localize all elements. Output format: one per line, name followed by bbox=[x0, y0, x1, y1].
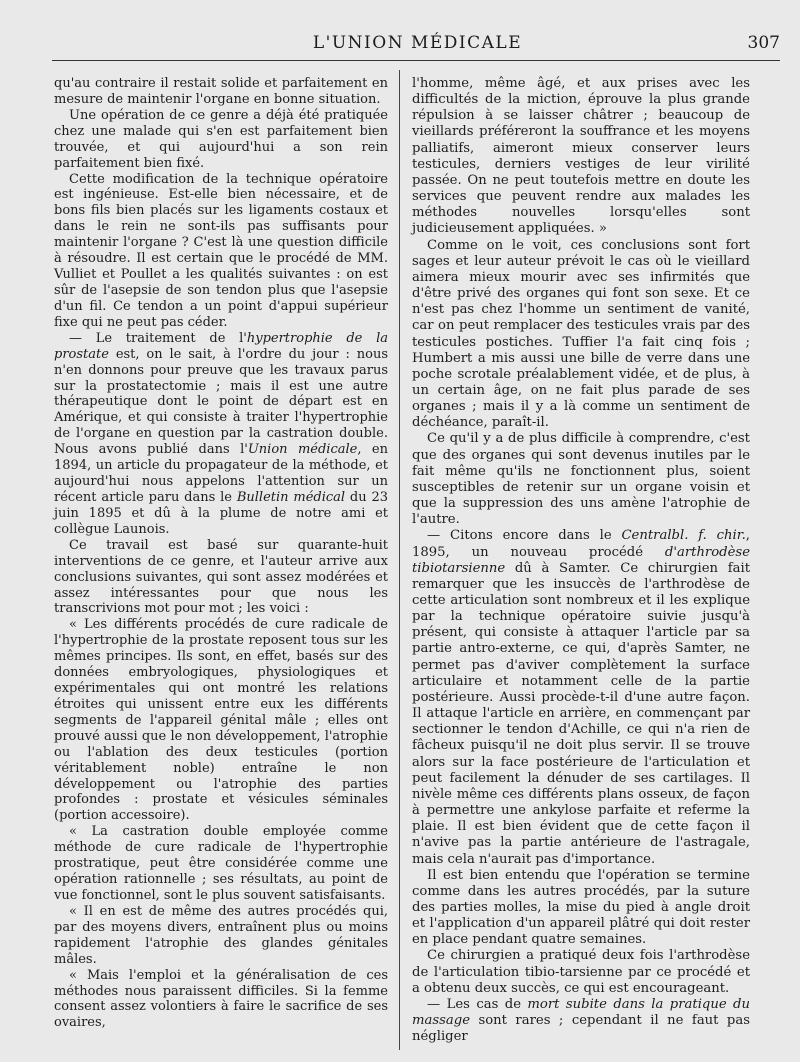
quote-paragraph: « Mais l'emploi et la généralisation de ces méthodes nous paraissent difficiles. Si la femme consent assez volontiers à faire le sacrifice de ses ovaires, bbox=[54, 967, 388, 1031]
paragraph: — Le traitement de l'hypertrophie de la prostate est, on le sait, à l'ordre du jour : nous n'en donnons pour preuve que les travaux parus sur la prostatectomie ; mais il est une autre thérapeutique dont le point de départ est en Amérique, et qui consiste à traiter l'hypertrophie de l'organe en question par la castration double. Nous avons publié dans l'Union médicale, en 1894, un article du propagateur de la méthode, et aujourd'hui nous appelons l'attention sur un récent article paru dans le Bulletin médical du 23 juin 1895 et dû à la plume de notre ami et collègue Launois. bbox=[54, 330, 388, 537]
page-number: 307 bbox=[747, 33, 780, 53]
right-column bbox=[412, 76, 750, 1045]
paragraph: — Les cas de mort subite dans la pratique du massage sont rares ; cependant il ne faut pas négliger bbox=[412, 996, 750, 1045]
paragraph: Comme on le voit, ces conclusions sont fort sages et leur auteur prévoit le cas où le vieillard aimera mieux mourir avec ses infirmités que d'être privé des organes qui font son sexe. Et ce n'est pas chez l'homme un sentiment de vanité, car on peut remplacer des testicules vrais par des testicules postiches. Tuffier l'a fait cinq fois ; Humbert a mis aussi une bille de verre dans une poche scrotale préalablement vidée, et de plus, à un certain âge, on ne fait plus parade de ses organes ; mais il y a là comme un sentiment de déchéance, paraît-il. bbox=[412, 237, 750, 431]
paragraph: qu'au contraire il restait solide et parfaitement en mesure de maintenir l'organe en bonne situation. bbox=[54, 76, 388, 107]
paragraph: Ce qu'il y a de plus difficile à comprendre, c'est que des organes qui sont devenus inutiles par le fait même qu'ils ne fonctionnent plus, soient susceptibles de retenir sur un organe voisin et que la suppression des uns amène l'atrophie de l'autre. bbox=[412, 431, 750, 528]
paragraph: Ce chirurgien a pratiqué deux fois l'arthrodèse de l'articulation tibio-tarsienne par ce procédé et a obtenu deux succès, ce qui est encourageant. bbox=[412, 948, 750, 996]
quote-paragraph: « Il en est de même des autres procédés qui, par des moyens divers, entraînent plus ou moins rapidement l'atrophie des glandes génitales mâles. bbox=[54, 903, 388, 967]
paragraph: Ce travail est basé sur quarante-huit interventions de ce genre, et l'auteur arrive aux conclusions suivantes, qui sont assez modérées et assez intéressantes pour que nous les transcrivions mot pour mot ; les voici : bbox=[54, 537, 388, 617]
running-title: L'UNION MÉDICALE bbox=[312, 33, 523, 53]
paragraph: Il est bien entendu que l'opération se termine comme dans les autres procédés, par la suture des parties molles, la mise du pied à angle droit et l'application d'un appareil plâtré qui doit rester en place pendant quatre semaines. bbox=[412, 867, 750, 948]
paragraph: — Citons encore dans le Centralbl. f. chir., 1895, un nouveau procédé d'arthrodèse tibiotarsienne dû à Samter. Ce chirurgien fait remarquer que les insuccès de l'arthrodèse de cette articulation sont nombreux et il les explique par la technique opératoire suivie jusqu'à présent, qui consiste à attaquer l'article par sa partie antro-externe, ce qui, d'après Samter, ne permet pas d'aviver complètement la surface articulaire et notamment celle de la partie postérieure. Aussi procède-t-il d'une autre façon. Il attaque l'article en arrière, en commençant par sectionner le tendon d'Achille, ce qui n'a rien de fâcheux puisqu'il ne doit plus servir. Il se trouve alors sur la face postérieure de l'articulation et peut facilement la dénuder de ses cartilages. Il nivèle même ces différents plans osseux, de façon à permettre une ankylose parfaite et referme la plaie. Il est bien évident que de cette façon il n'avive pas la partie antérieure de l'astragale, mais cela n'aurait pas d'importance. bbox=[412, 528, 750, 867]
header-rule bbox=[52, 60, 780, 61]
quote-paragraph: « La castration double employée comme méthode de cure radicale de l'hypertrophie prostratique, peut être considérée comme une opération rationnelle ; ses résultats, au point de vue fonctionnel, sont le plus souvent satisfaisants. bbox=[54, 824, 388, 904]
paragraph: l'homme, même âgé, et aux prises avec les difficultés de la miction, éprouve la plus grande répulsion à se laisser châtrer ; beaucoup de vieillards préféreront la souffrance et les moyens palliatifs, aimeront mieux conserver leurs testicules, derniers vestiges de leur virilité passée. On ne peut toutefois mettre en doute les services que peuvent rendre aux malades les méthodes nouvelles lorsqu'elles sont judicieusement appliquées. » bbox=[412, 76, 750, 237]
paragraph: Une opération de ce genre a déjà été pratiquée chez une malade qui s'en est parfaitement bien trouvée, et qui aujourd'hui a son rein parfaitement bien fixé. bbox=[54, 107, 388, 171]
paragraph: Cette modification de la technique opératoire est ingénieuse. Est-elle bien nécessaire, et de bons fils bien placés sur les ligaments costaux et dans le rein ne sont-ils pas suffisants pour maintenir l'organe ? C'est là une question difficile à résoudre. Il est certain que le procédé de MM. Vulliet et Poullet a les qualités suivantes : on est sûr de l'asepsie de son tendon plus que l'asepsie d'un fil. Ce tendon a un point d'appui supérieur fixe qui ne peut pas céder. bbox=[54, 171, 388, 330]
left-column bbox=[54, 76, 388, 1031]
column-divider bbox=[399, 70, 400, 1050]
quote-paragraph: « Les différents procédés de cure radicale de l'hypertrophie de la prostate reposent tous sur les mêmes principes. Ils sont, en effet, basés sur des données embryologiques, physiologiques et expérimentales qui ont montré les relations étroites qui unissent entre eux les différents segments de l'appareil génital mâle ; elles ont prouvé aussi que le non développement, l'atrophie ou l'ablation des deux testicules (portion véritablement noble) entraîne le non développement ou l'atrophie des parties profondes : prostate et vésicules séminales (portion accessoire). bbox=[54, 617, 388, 824]
page-header bbox=[55, 33, 780, 57]
